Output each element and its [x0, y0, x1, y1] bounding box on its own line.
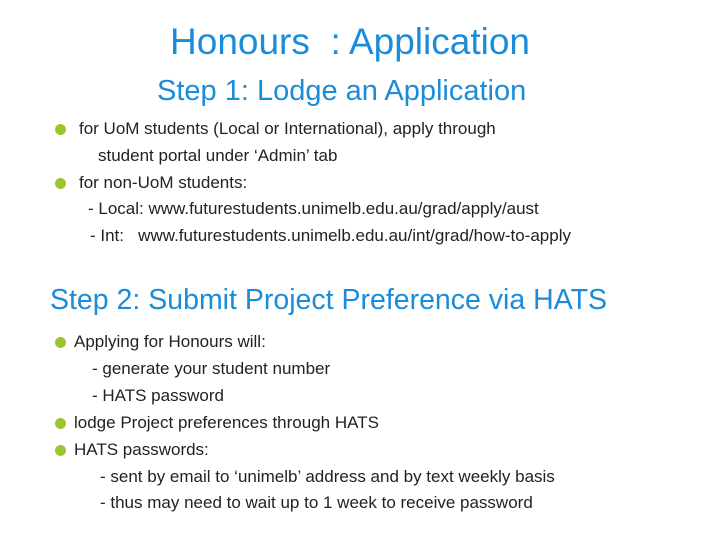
bullet-icon [55, 178, 66, 189]
step2-bullet1-line1: Applying for Honours will: [74, 332, 266, 351]
step1-heading: Step 1: Lodge an Application [157, 75, 527, 107]
bullet-icon [55, 445, 66, 456]
step2-bullet3-line3: - thus may need to wait up to 1 week to receive password [100, 493, 533, 512]
step2-bullet3-line1: HATS passwords: [74, 440, 209, 459]
step2-bullet1-line3: - HATS password [92, 386, 224, 405]
bullet-icon [55, 124, 66, 135]
step1-local-link: - Local: www.futurestudents.unimelb.edu.au/grad/apply/aust [88, 199, 539, 218]
step1-int-link: - Int: www.futurestudents.unimelb.edu.au/int/grad/how-to-apply [90, 226, 571, 245]
step2-bullet2-line1: lodge Project preferences through HATS [74, 413, 379, 432]
step2-bullet1-line2: - generate your student number [92, 359, 331, 378]
bullet-icon [55, 418, 66, 429]
step1-bullet1-line2: student portal under ‘Admin’ tab [98, 146, 338, 165]
bullet-icon [55, 337, 66, 348]
step2-heading: Step 2: Submit Project Preference via HATS [50, 284, 608, 316]
step2-bullet3-line2: - sent by email to ‘unimelb’ address and by text weekly basis [100, 467, 555, 486]
slide-title: Honours : Application [170, 21, 530, 62]
step1-bullet1-line1: for UoM students (Local or International), apply through [79, 119, 496, 138]
step1-bullet2-line1: for non-UoM students: [79, 173, 248, 192]
